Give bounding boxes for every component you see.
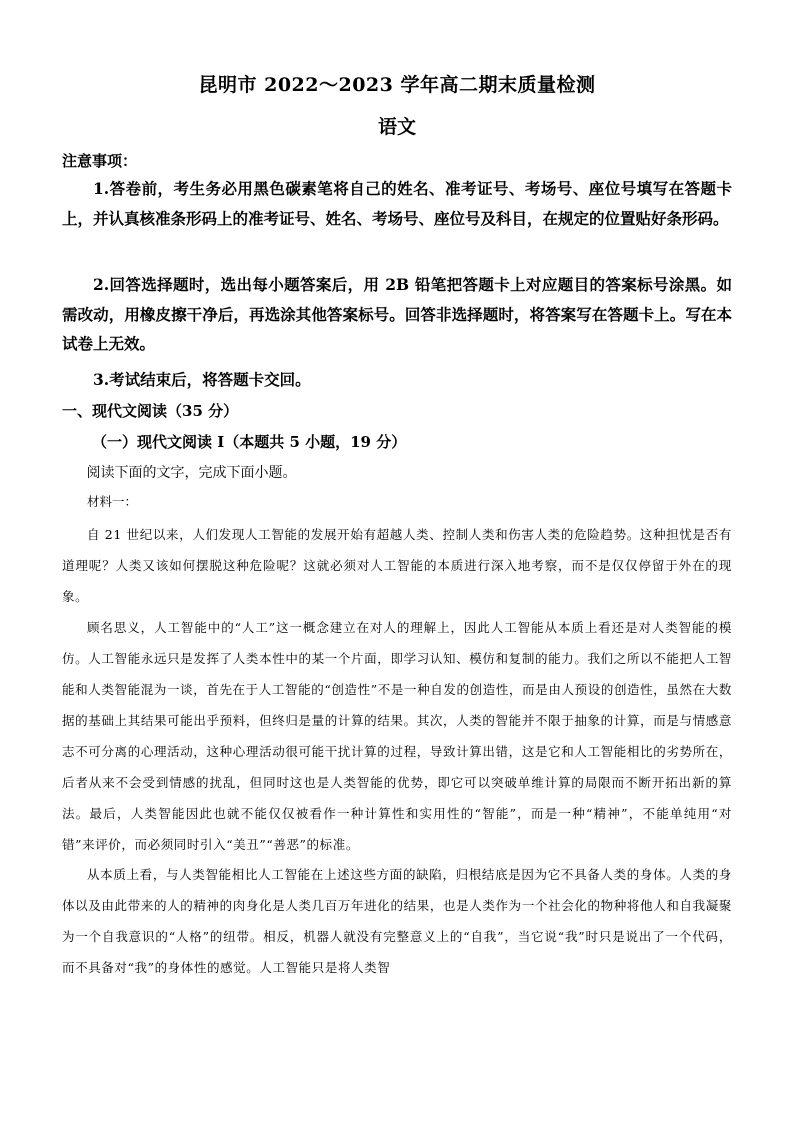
reading-instruction: 阅读下面的文字，完成下面小题。 [86, 465, 297, 481]
subject-title: 语文 [377, 116, 416, 138]
notice-heading: 注意事项： [62, 152, 138, 170]
page-title: 昆明市 2022～2023 学年高二期末质量检测 [198, 74, 596, 96]
notice-item-3: 3.考试结束后，将答题卡交回。 [93, 370, 311, 389]
notice-item-2: 2.回答选择题时，选出每小题答案后，用 2B 铅笔把答题卡上对应题目的答案标号涂黑。如需改动，用橡皮擦干净后，再选涂其他答案标号。回答非选择题时，将答案写在答题卡上。写在本试卷上无效。 [62, 275, 732, 353]
material-label: 材料一： [87, 494, 138, 509]
paragraph-2: 顾名思义，人工智能中的“人工”这一概念建立在对人的理解上，因此人工智能从本质上看还是对人类智能的模仿。人工智能永远只是发挥了人类本性中的某一个片面，即学习认知、模仿和复制的能力。我们之所以不能把人工智能和人类智能混为一谈，首先在于人工智能的“创造性”不是一种自发的创造性，而是由人预设的创造性，虽然在大数据的基础上其结果可能出乎预料，但终归是量的计算的结果。其次，人类的智能并不限于抽象的计算，而是与情感意志不可分离的心理活动，这种心理活动很可能干扰计算的过程，导致计算出错，这是它和人工智能相比的劣势所在，后者从来不会受到情感的扰乱，但同时这也是人类智能的优势，即它可以突破单维计算的局限而不断开拓出新的算法。最后，人类智能因此也就不能仅仅被看作一种计算性和实用性的“智能”，而是一种“精神”，不能单纯用“对错”来评价，而必须同时引入“美丑”“善恶”的标准。 [62, 620, 732, 852]
subsection-heading: （一）现代文阅读 I（本题共 5 小题，19 分） [92, 433, 407, 451]
paragraph-3: 从本质上看，与人类智能相比人工智能在上述这些方面的缺陷，归根结底是因为它不具备人类的身体。人类的身体以及由此带来的人的精神的肉身化是人类几百万年进化的结果，也是人类作为一个社会化的物种将他人和自我凝聚为一个自我意识的“人格”的纽带。相反，机器人就没有完整意义上的“自我”，当它说“我”时只是说出了一个代码，而不具备对“我”的身体性的感觉。人工智能只是将人类智 [62, 867, 732, 975]
paragraph-1: 自 21 世纪以来，人们发现人工智能的发展开始有超越人类、控制人类和伤害人类的危险趋势。这种担忧是否有道理呢？人类又该如何摆脱这种危险呢？这就必须对人工智能的本质进行深入地考察，而不是仅仅停留于外在的现象。 [62, 527, 732, 604]
section-heading: 一、现代文阅读（35 分） [62, 402, 239, 420]
notice-item-1: 1.答卷前，考生务必用黑色碳素笔将自己的姓名、准考证号、考场号、座位号填写在答题卡上，并认真核准条形码上的准考证号、姓名、考场号、座位号及科目，在规定的位置贴好条形码。 [62, 179, 732, 228]
